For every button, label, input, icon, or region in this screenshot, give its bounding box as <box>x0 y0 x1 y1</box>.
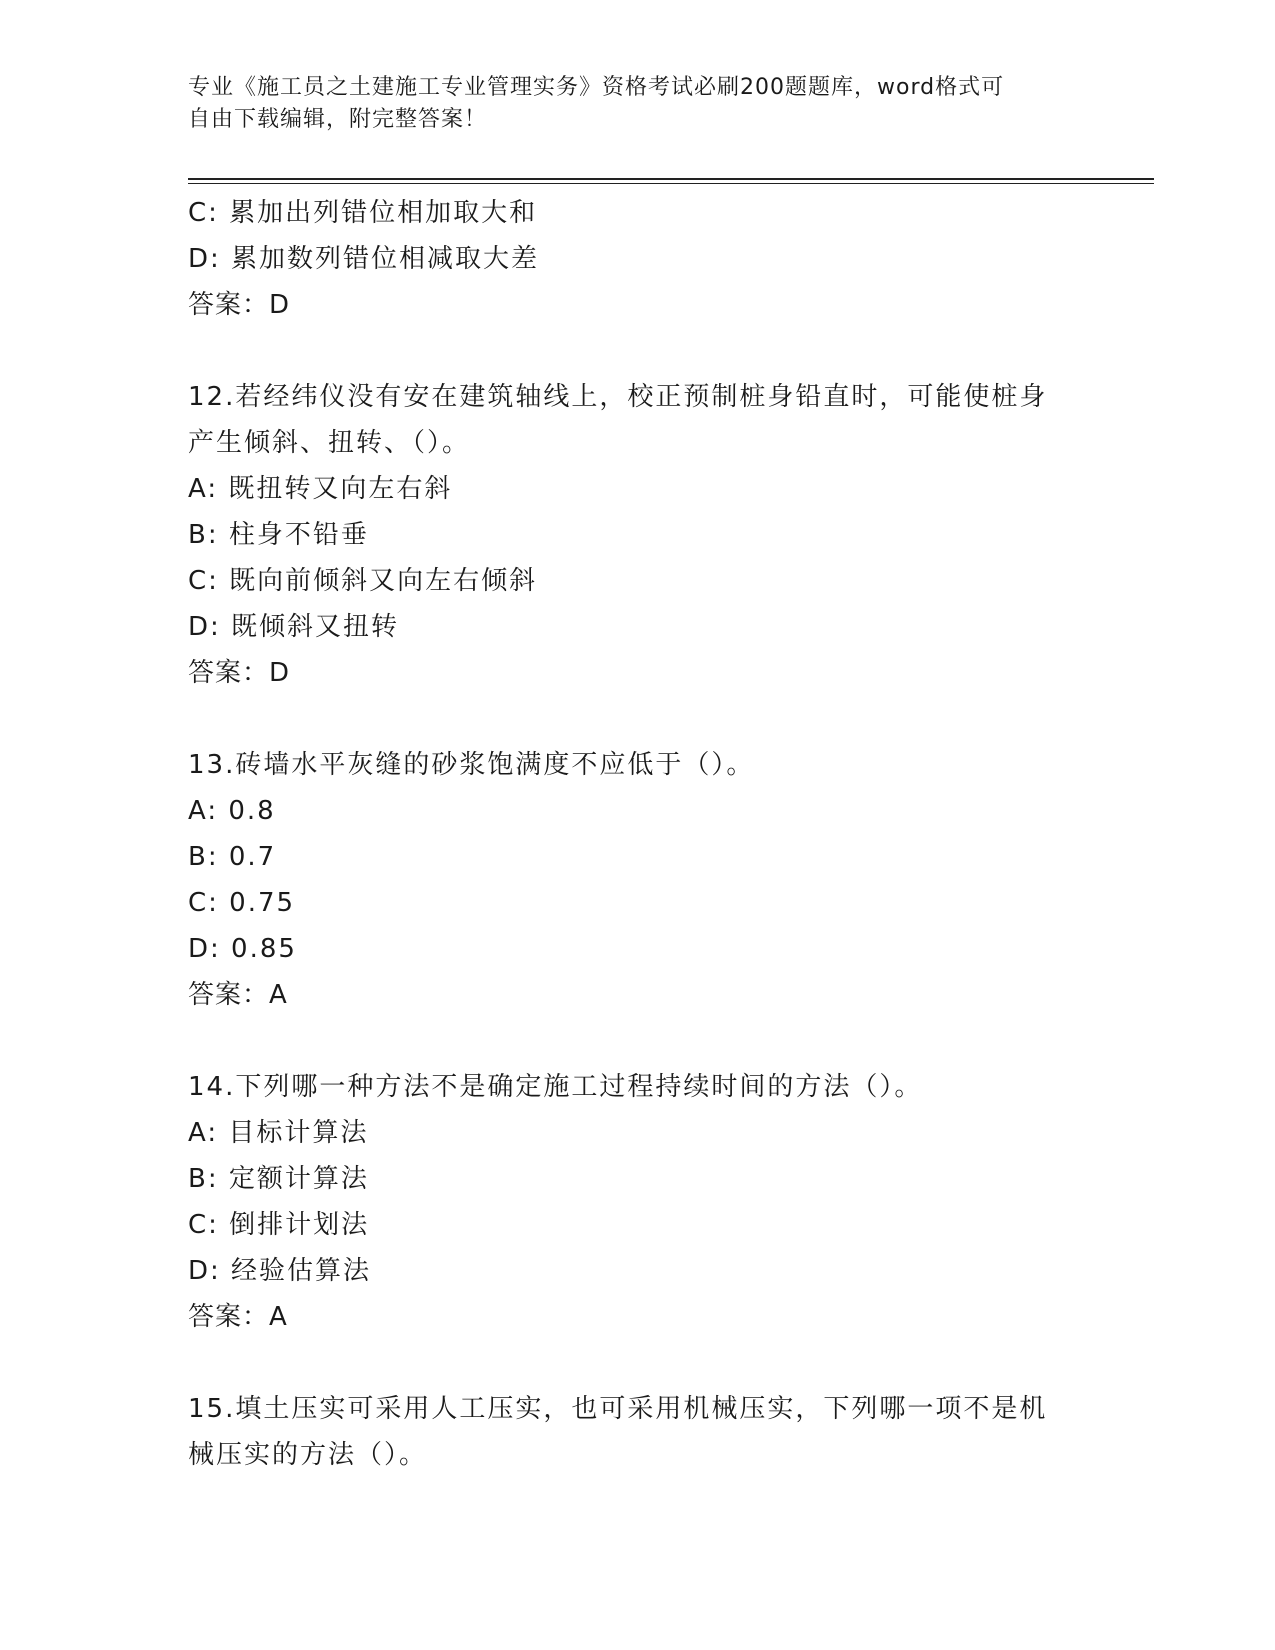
question-stem-line-1: 13.砖墙水平灰缝的砂浆饱满度不应低于（）。 <box>188 750 755 780</box>
answer-line: 答案：A <box>188 980 288 1010</box>
option-c: C: 既向前倾斜又向左右倾斜 <box>188 566 538 596</box>
spacer <box>188 328 1088 374</box>
option-a: A: 目标计算法 <box>188 1118 369 1148</box>
question-list <box>188 190 1088 1478</box>
spacer <box>188 696 1088 742</box>
option-c: C: 累加出列错位相加取大和 <box>188 198 538 228</box>
option-a: A: 0.8 <box>188 796 276 826</box>
option-d: D: 累加数列错位相减取大差 <box>188 244 540 274</box>
option-a: A: 既扭转又向左右斜 <box>188 474 453 504</box>
question-stem-line-2: 械压实的方法（）。 <box>188 1440 428 1470</box>
header-title-line-1: 专业《施工员之土建施工专业管理实务》资格考试必刷200题题库，word格式可 <box>188 75 1005 100</box>
spacer <box>188 1018 1088 1064</box>
question-11-continued <box>188 190 1088 328</box>
option-b: B: 0.7 <box>188 842 277 872</box>
answer-line: 答案：D <box>188 658 291 688</box>
option-b: B: 柱身不铅垂 <box>188 520 369 550</box>
answer-line: 答案：D <box>188 290 291 320</box>
question-stem-line-1: 15.填土压实可采用人工压实，也可采用机械压实，下列哪一项不是机 <box>188 1394 1048 1424</box>
option-c: C: 0.75 <box>188 888 296 918</box>
option-d: D: 既倾斜又扭转 <box>188 612 400 642</box>
question-14 <box>188 1064 1088 1340</box>
option-d: D: 0.85 <box>188 934 297 964</box>
option-d: D: 经验估算法 <box>188 1256 372 1286</box>
header-title-line-2: 自由下载编辑，附完整答案！ <box>188 107 488 132</box>
question-stem-line-1: 14.下列哪一种方法不是确定施工过程持续时间的方法（）。 <box>188 1072 923 1102</box>
question-15 <box>188 1386 1088 1478</box>
question-stem-line-2: 产生倾斜、扭转、（）。 <box>188 428 471 458</box>
document-header <box>188 72 1088 136</box>
header-divider-thick <box>188 178 1154 180</box>
header-divider-thin <box>188 183 1154 184</box>
answer-line: 答案：A <box>188 1302 288 1332</box>
option-b: B: 定额计算法 <box>188 1164 369 1194</box>
question-12 <box>188 374 1088 696</box>
spacer <box>188 1340 1088 1386</box>
question-13 <box>188 742 1088 1018</box>
question-stem-line-1: 12.若经纬仪没有安在建筑轴线上，校正预制桩身铅直时，可能使桩身 <box>188 382 1048 412</box>
option-c: C: 倒排计划法 <box>188 1210 370 1240</box>
